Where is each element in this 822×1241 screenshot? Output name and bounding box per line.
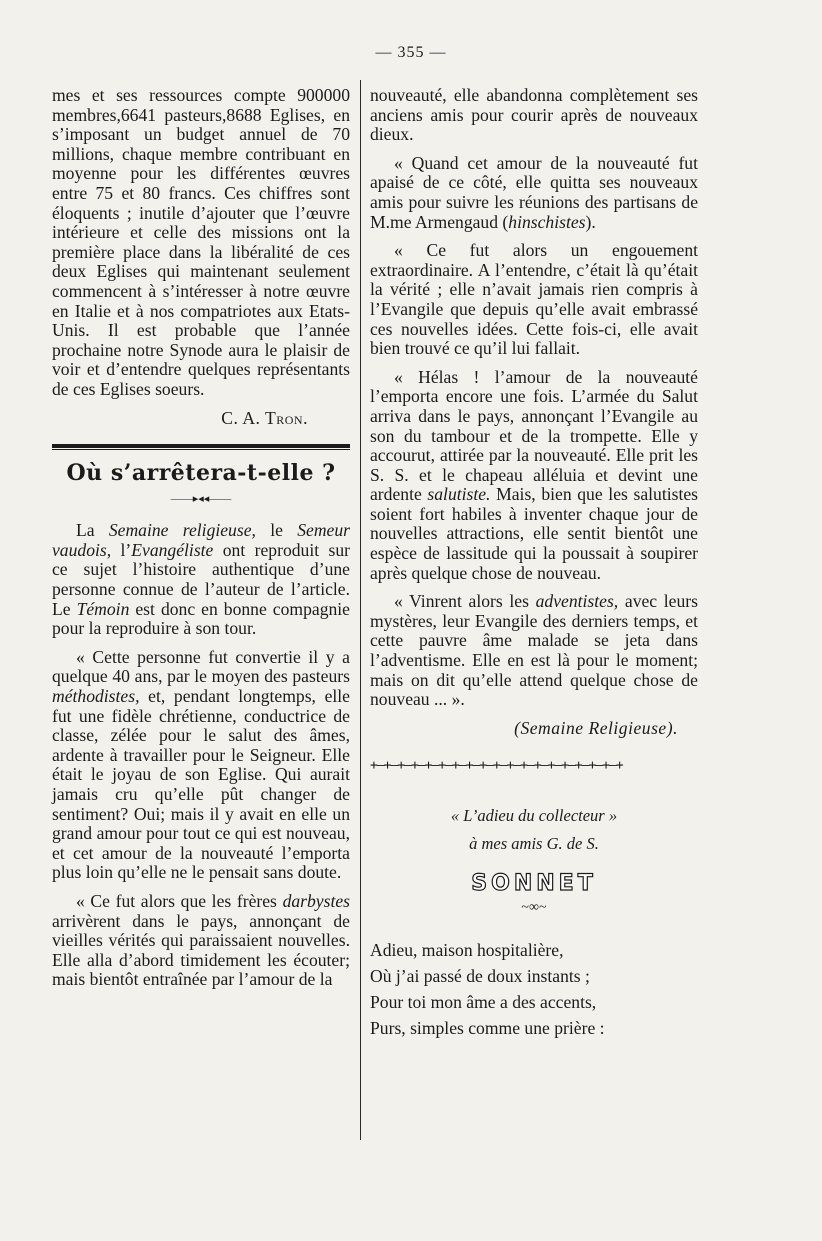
text: l’	[111, 539, 132, 560]
right-column	[370, 86, 698, 1041]
decorative-rule: +—+—+—+—+—+—+—+—+—+—+—+—+—+—+—+—+—+—+	[370, 758, 623, 774]
publication-name: Semeur vaudois,	[52, 520, 351, 560]
title-ornament: ——▸◂◂——	[170, 492, 232, 505]
verse-line: Pour toi mon âme a des accents,	[370, 992, 597, 1013]
emphasis: méthodistes,	[52, 686, 140, 707]
intro-paragraph	[52, 521, 350, 639]
dedication-line-2: à mes amis G. de S.	[469, 834, 599, 853]
verse-line: Adieu, maison hospitalière,	[370, 940, 564, 961]
publication-name: Témoin	[76, 598, 130, 619]
emphasis: darbystes	[282, 890, 350, 911]
text: et, pendant longtemps, elle fut une fidèle chrétienne, conductrice de classe, zélée pour le salut des âmes, ardente à travailler pour le Seigneur. Elle était le joyau de son Eglise. Qui aurait jamais cru qu’elle pût changer de sentiment? Oui; mais il y avait en elle un grand amour pour tout ce qui est nouveau, et cet amour de la nouveauté l’emporta plus loin qu’elle ne le pensait sans doute.	[52, 686, 350, 883]
column-divider	[360, 80, 361, 1140]
left-column	[52, 86, 350, 999]
story-paragraph-7	[370, 592, 698, 710]
emphasis: salutiste.	[427, 484, 491, 505]
story-paragraph-6	[370, 368, 698, 584]
text: « Quand cet amour de la nouveauté fut apaisé de ce côté, elle quitta ses nouveaux amis pour suivre les réunions des partisans de M.me Armengaud (	[370, 152, 698, 232]
article-title: Où s’arrêtera-t-elle ?	[66, 460, 336, 487]
sonnet-title: SONNET	[471, 871, 597, 896]
story-paragraph-3: nouveauté, elle abandonna complètement ses anciens amis pour courir après de nouveaux dieux.	[370, 85, 698, 145]
text: « Ce fut alors que les frères	[76, 890, 283, 911]
text: « Hélas ! l’amour de la nouveauté l’emporta encore une fois. L’armée du Salut arriva dans le pays, annonçant l’Evangile au son du tambour et de la trompette. Elle y accourut, attirée par la nouveauté. Elle prit les S. S. et le chapeau alléluia et devint une ardente	[370, 366, 698, 505]
continuation-paragraph: mes et ses ressources compte 900000 membres,6641 pasteurs,8688 Eglises, en s’imposant un budget annuel de 70 millions, chaque membre contribuant en moyenne pour les différentes œuvres entre 75 et 80 francs. Ces chiffres sont éloquents ; inutile d’ajouter que l’œuvre intérieure et celle des missions ont la première place dans la libéralité de ces deux Eglises qui maintenant seulement commencent à s’intéresser à notre œuvre en Italie et à nos compatriotes aux Etats-Unis. Il est probable que l’année prochaine notre Synode aura le plaisir de voir et d’entendre quelques représentants de ces Eglises soeurs.	[52, 85, 350, 399]
emphasis: hinschistes	[508, 211, 586, 232]
text: ).	[585, 211, 596, 232]
source-attribution: (Semaine Religieuse).	[514, 717, 678, 738]
text: « Vinrent alors les	[394, 591, 536, 612]
story-paragraph-5: « Ce fut alors un engouement extraordinaire. A l’entendre, c’était là qu’était la vérité ; elle n’avait jamais rien compris à l’Evangile que depuis qu’elle avait embrassé ces nouvelles idées. Cette fois-ci, elle avait bien trouvé ce qu’il lui fallait.	[370, 240, 698, 359]
emphasis: adventistes,	[535, 591, 619, 612]
author-signature: C. A. Tron.	[221, 407, 308, 428]
dedication-line-1: « L’adieu du collecteur »	[450, 806, 618, 825]
text: Mais, bien que les salutistes soient fort habiles à inventer chaque jour de nouvelles attractions, elle sentit bientôt une espèce de lassitude qui la poussait à soupirer après quelque chose de nouveau.	[370, 484, 698, 583]
sonnet-verses	[370, 937, 698, 1041]
text: arrivèrent dans le pays, annonçant de vieilles vérités qui paraissaient nouvelles. Elle alla d’abord timidement les écouter; mais bientôt entraînée par l’amour de la	[52, 910, 350, 990]
text: La	[76, 520, 109, 541]
verse-line: Où j’ai passé de doux instants ;	[370, 966, 590, 987]
story-paragraph-2	[52, 892, 350, 990]
text: est donc en bonne compagnie pour la reproduire à son tour.	[52, 598, 350, 639]
text: le	[255, 520, 298, 541]
section-rule-thick	[52, 444, 350, 448]
publication-name: Semaine religieuse,	[108, 520, 256, 541]
page-number: — 355 —	[375, 44, 447, 61]
publication-name: Evangéliste	[131, 539, 214, 560]
text: ont reproduit sur ce sujet l’histoire authentique d’une personne connue de l’auteur de l’article. Le	[52, 539, 350, 619]
story-paragraph-1	[52, 648, 350, 883]
story-paragraph-4	[370, 154, 698, 232]
section-rule-thin	[52, 449, 350, 450]
text: « Cette personne fut convertie il y a quelque 40 ans, par le moyen des pasteurs	[52, 646, 350, 687]
sonnet-ornament: ~∞~	[521, 899, 547, 915]
verse-line: Purs, simples comme une prière :	[370, 1018, 605, 1039]
text: avec leurs mystères, leur Evangile des derniers temps, et cette pauvre âme malade se jeta dans l’adventisme. Elle en est là pour le moment; mais on dit qu’elle attend quelque chose de nouveau ... ».	[370, 591, 698, 710]
